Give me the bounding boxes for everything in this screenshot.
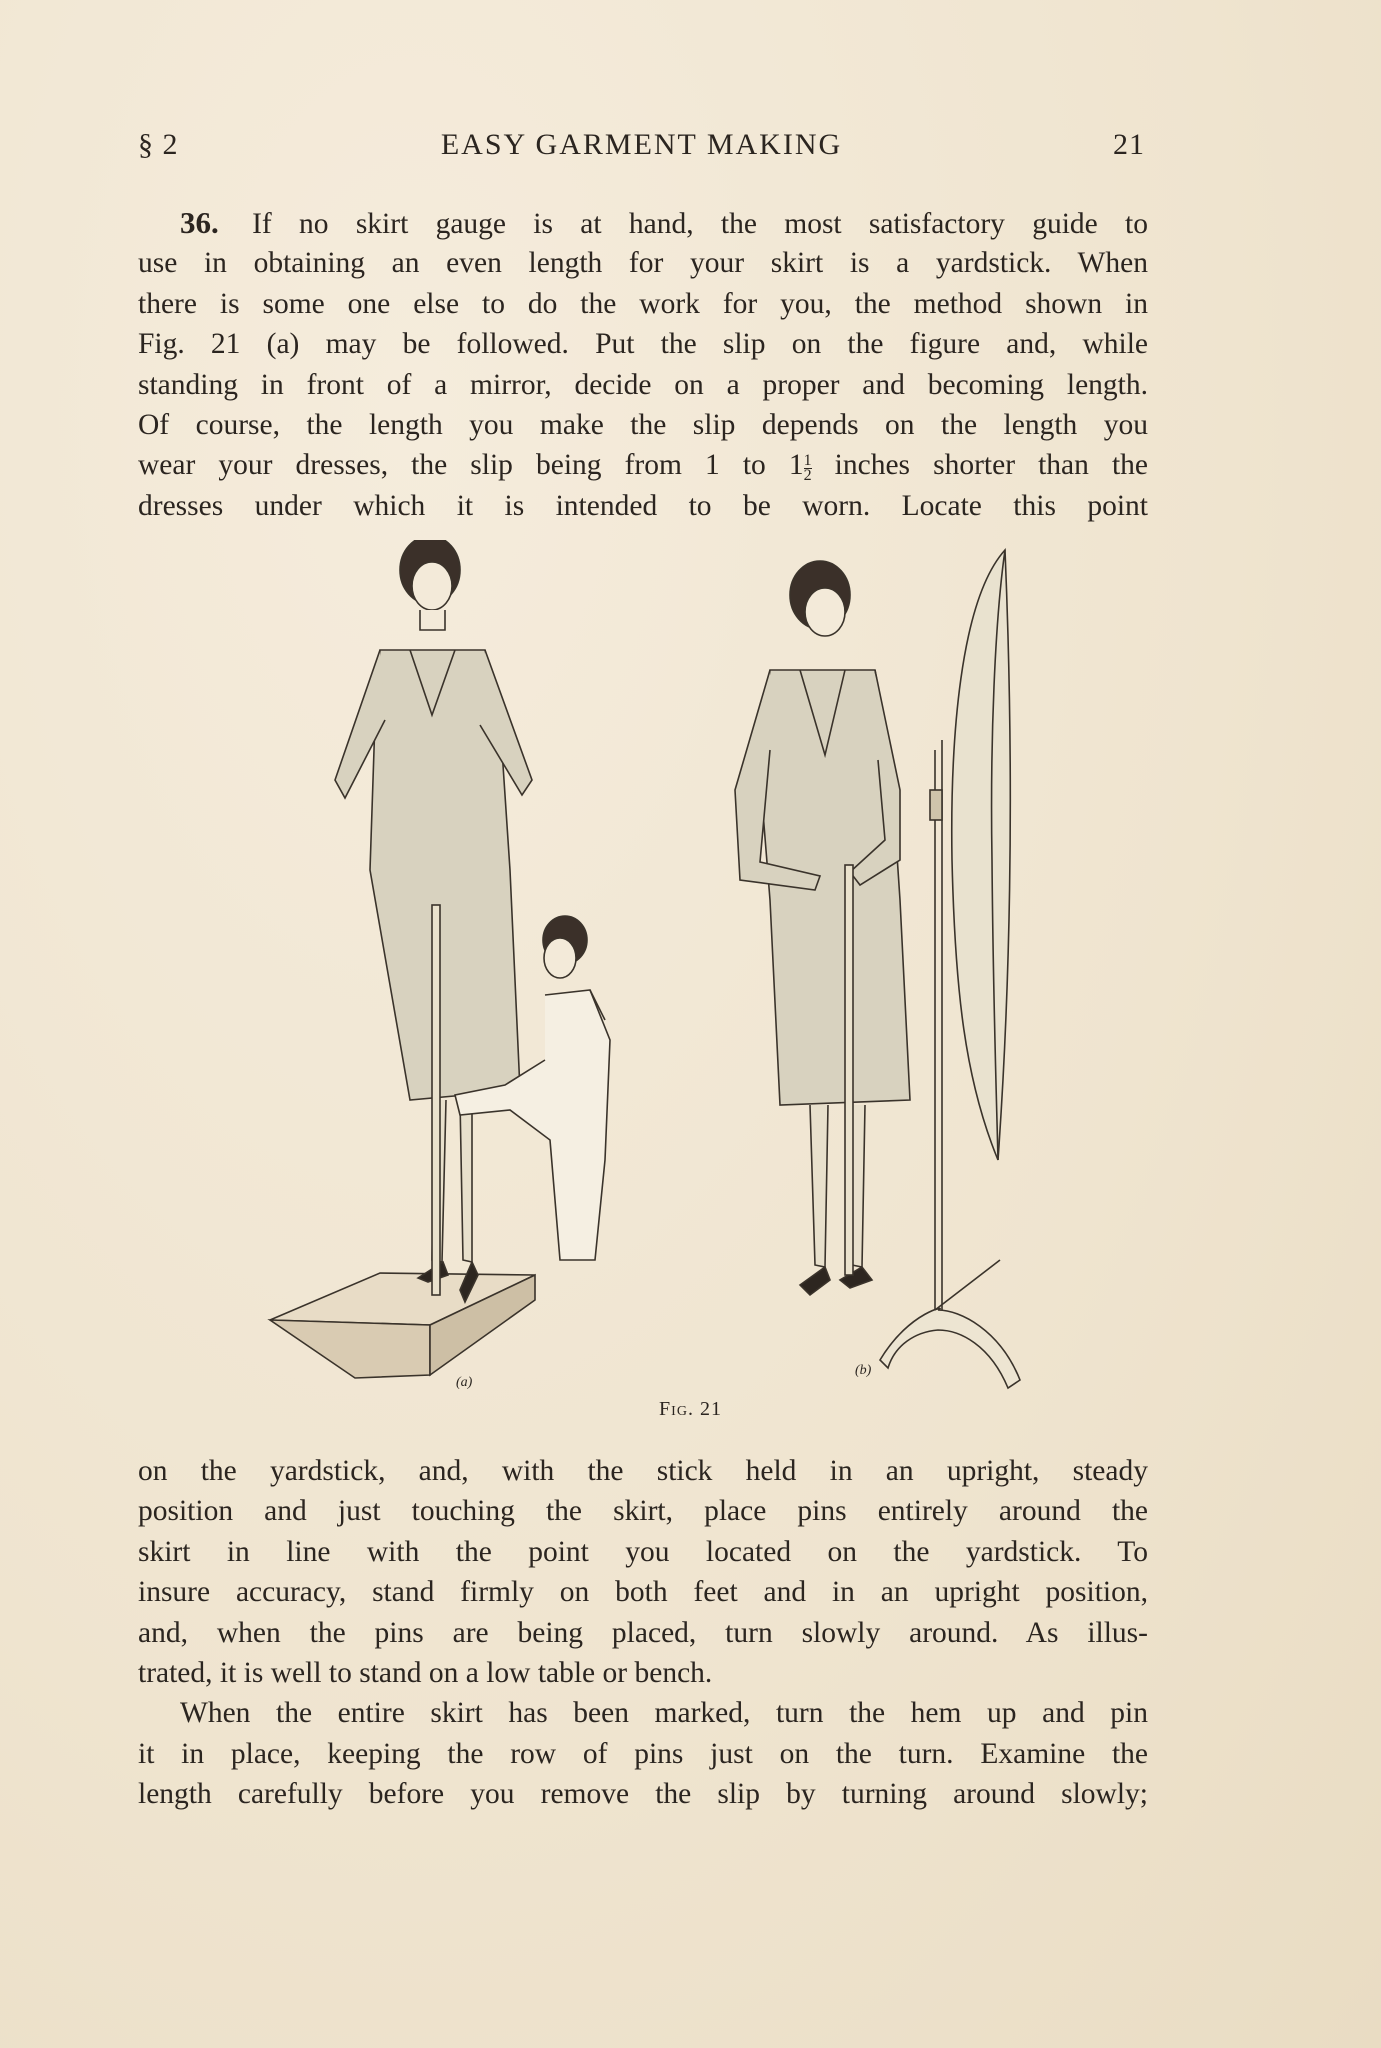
yardstick-a	[432, 905, 440, 1295]
figure-21-illustration	[260, 540, 1040, 1430]
text-line: and, when the pins are being placed, turn slowly around. As illus-	[138, 1616, 1148, 1649]
text-line: Fig. 21 (a) may be followed. Put the slip on the figure and, while	[138, 328, 1148, 361]
running-head	[138, 128, 1145, 168]
paragraph-number: 36.	[180, 205, 219, 240]
text-line: standing in front of a mirror, decide on a proper and becoming length.	[138, 368, 1148, 401]
text-line: there is some one else to do the work for you, the method shown in	[138, 287, 1148, 320]
fraction: $\frac{1}{2}$	[803, 452, 812, 485]
page-title: EASY GARMENT MAKING	[440, 128, 843, 161]
illustration-svg	[260, 540, 1040, 1430]
section-marker: § 2	[138, 128, 179, 161]
figure-label-b: (b)	[855, 1363, 872, 1378]
text-line: When the entire skirt has been marked, turn the hem up and pin	[180, 1697, 1148, 1730]
figure-label-a: (a)	[456, 1375, 473, 1390]
text-line: 36. If no skirt gauge is at hand, the most satisfactory guide to	[180, 205, 1149, 240]
text-line: wear your dresses, the slip being from 1 to 1 $\frac{1}{2}$ inches shorter than the	[138, 449, 1148, 485]
text-line: it in place, keeping the row of pins just on the turn. Examine the	[138, 1737, 1148, 1770]
paragraph-36-continuation	[138, 1451, 1148, 1815]
text-line: on the yardstick, and, with the stick held in an upright, steady	[138, 1455, 1148, 1487]
woman-with-yardstick-drawing	[735, 561, 910, 1295]
paragraph-36	[138, 203, 1148, 526]
text-line: Of course, the length you make the slip depends on the length you	[138, 408, 1148, 441]
text-line: trated, it is well to stand on a low table or bench.	[138, 1656, 713, 1689]
text-line: insure accuracy, stand firmly on both feet and in an upright position,	[138, 1576, 1148, 1609]
text-line: position and just touching the skirt, place pins entirely around the	[138, 1495, 1148, 1528]
figure-caption: Fig. 21	[659, 1398, 722, 1420]
yardstick-b	[845, 865, 853, 1275]
text-line: dresses under which it is intended to be worn. Locate this point	[138, 489, 1148, 522]
text-line: use in obtaining an even length for your skirt is a yardstick. When	[138, 247, 1148, 280]
text-line: skirt in line with the point you located on the yardstick. To	[138, 1535, 1148, 1568]
text-line: length carefully before you remove the slip by turning around slowly;	[138, 1778, 1148, 1811]
page-number: 21	[1113, 128, 1145, 161]
bench-drawing	[270, 1273, 535, 1378]
